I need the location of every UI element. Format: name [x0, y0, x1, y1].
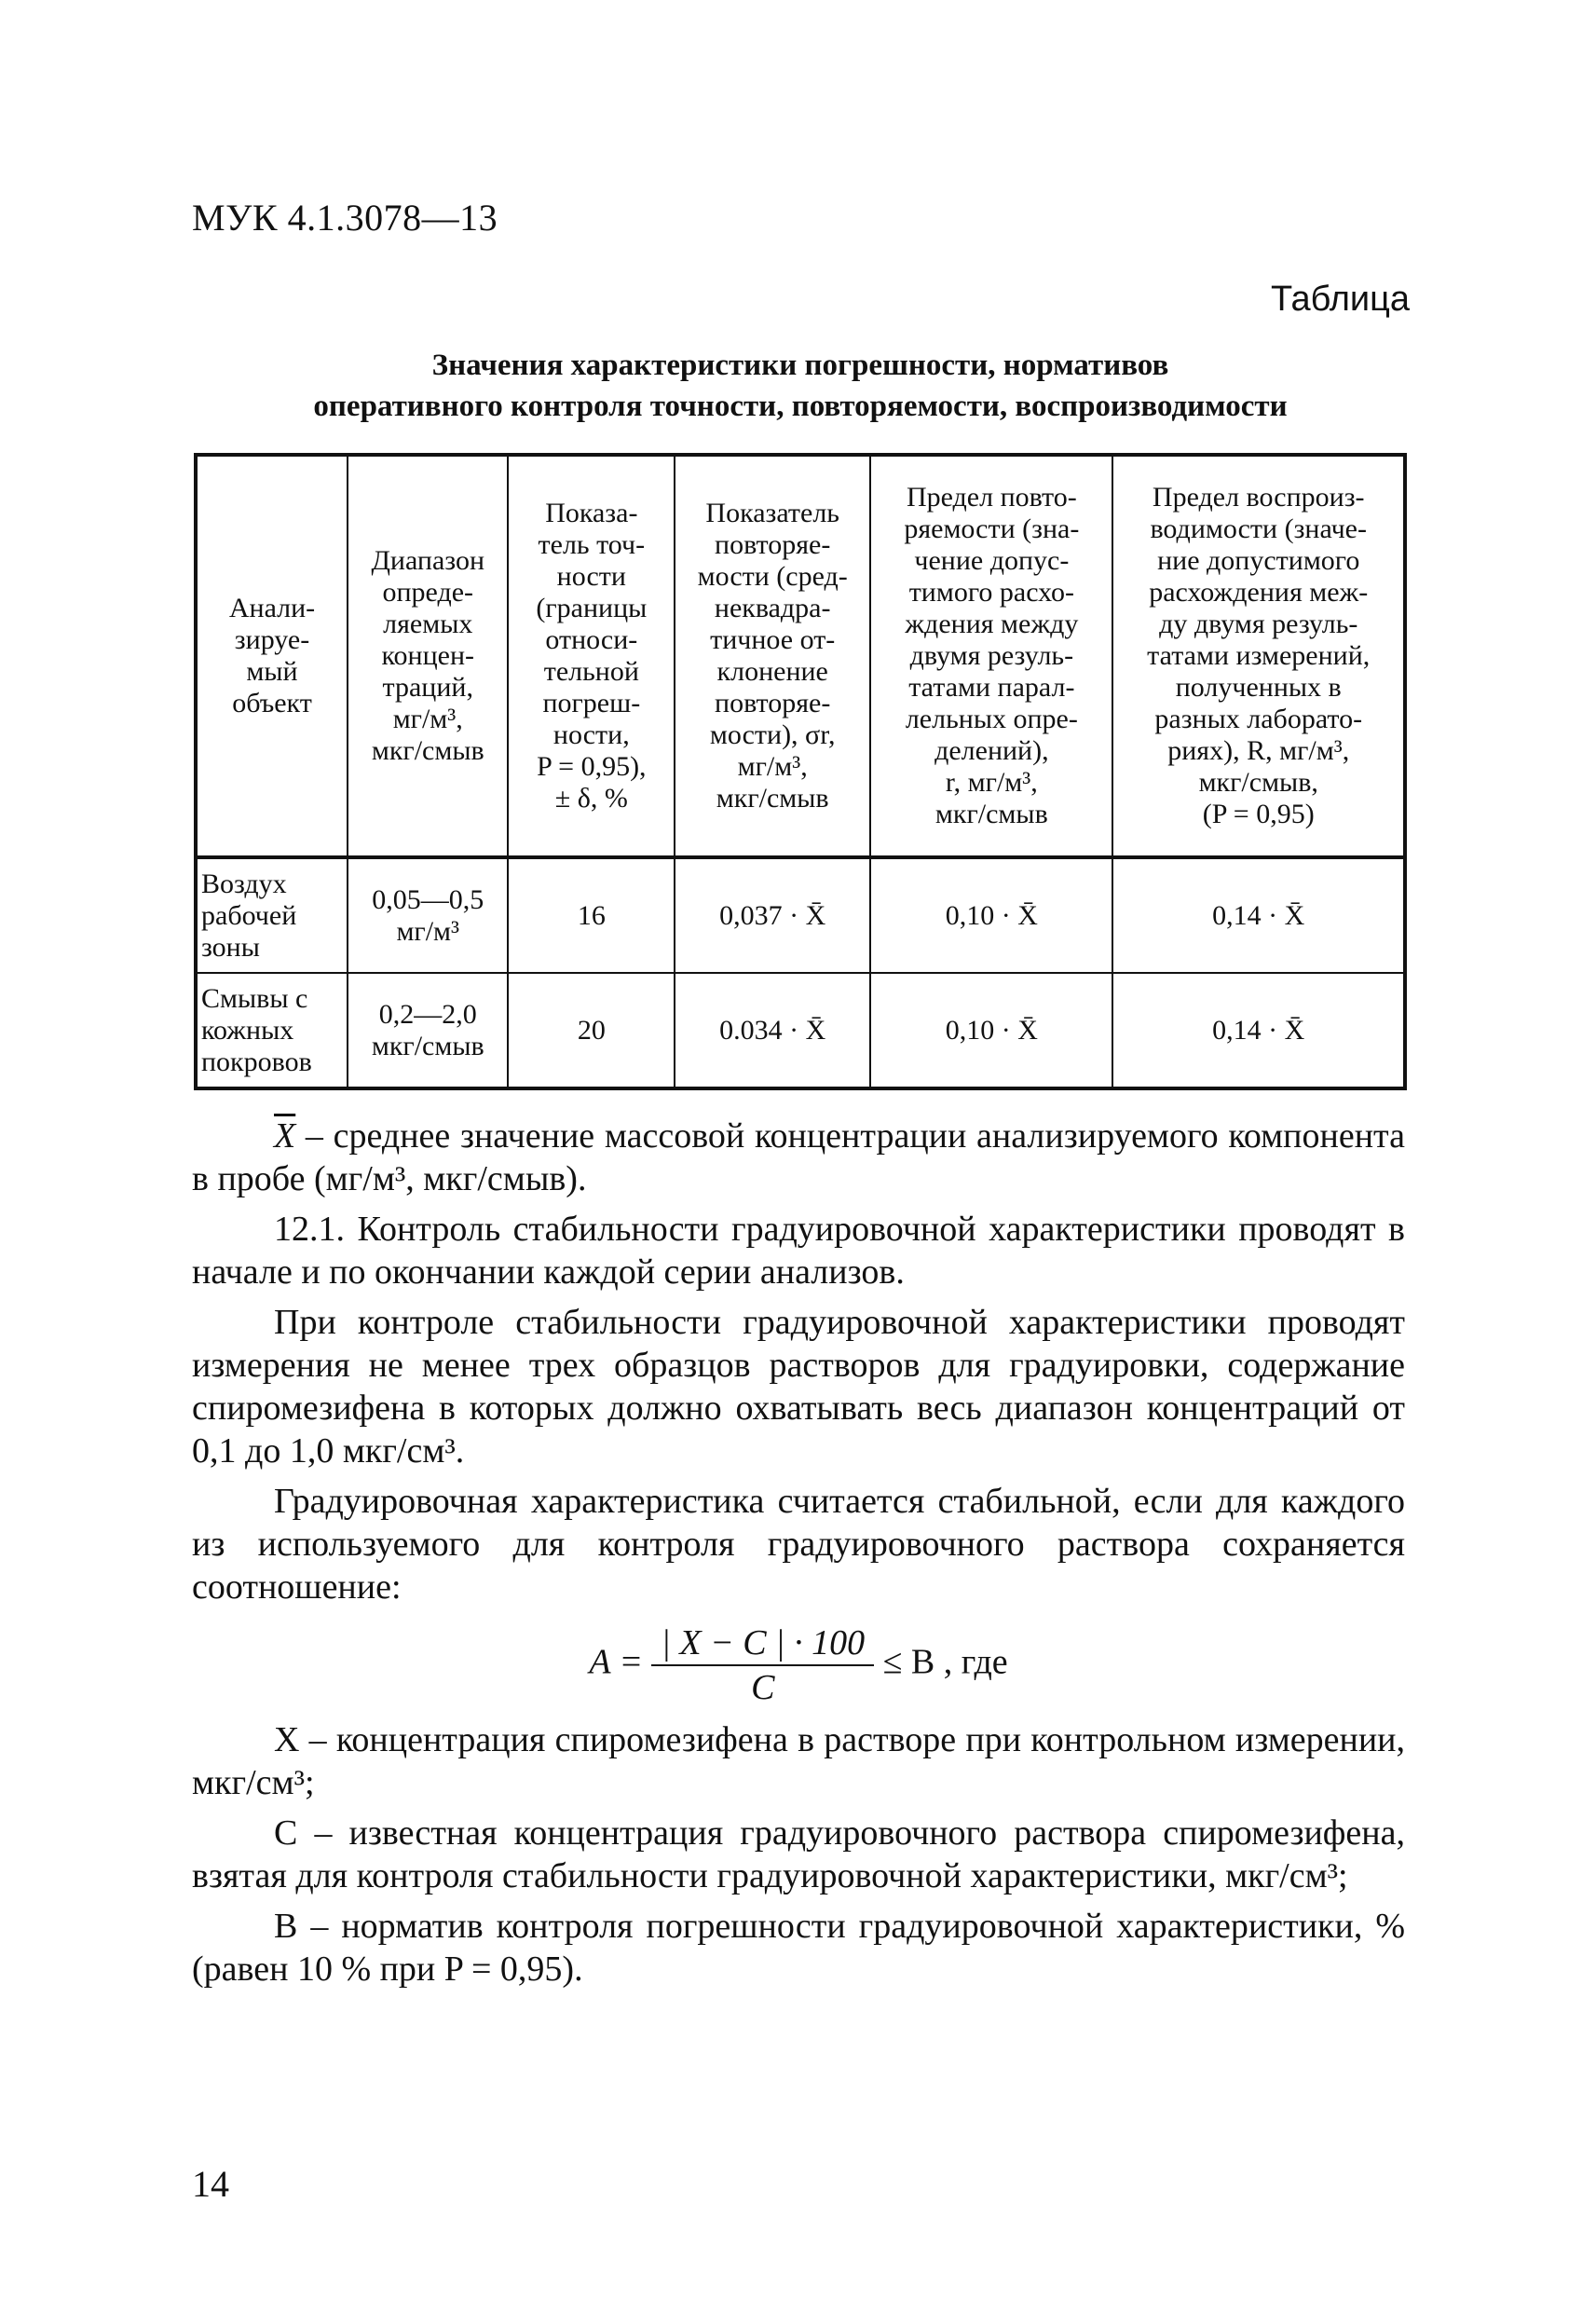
table-row [196, 857, 1405, 973]
header-accuracy-index: Показа- тель точ- ности (границы относи- тельной погреш- ности, P = 0,95), ± δ, % [508, 455, 675, 857]
paragraph: X – концентрация спиромезифена в растворе при контрольном измерении, мкг/см³; [192, 1720, 1405, 1802]
paragraph-xbar-definition [192, 1115, 1405, 1200]
paragraph: 12.1. Контроль стабильности градуировочной характеристики проводят в начале и по окончании каждой серии анализов. [192, 1210, 1405, 1292]
paragraph: B – норматив контроля погрешности градуировочной характеристики, % (равен 10 % при P = 0,95). [192, 1907, 1405, 1989]
formula [192, 1621, 1405, 1709]
formula-lhs: A = [589, 1642, 643, 1682]
cell-object: Воздух рабочей зоны [196, 857, 348, 973]
cell-range: 0,2—2,0 мкг/смыв [348, 973, 508, 1088]
document-code: МУК 4.1.3078—13 [192, 197, 498, 239]
table-title [192, 345, 1409, 427]
header-reproducibility-limit: Предел воспроиз- водимости (значе- ние допустимого расхождения меж- ду двумя резуль- татами измерений, полученных в разных лаборато- риях), R, мг/м³, мкг/смыв, (P = 0,95) [1112, 455, 1405, 857]
cell-range: 0,05—0,5 мг/м³ [348, 857, 508, 973]
header-repeatability-index: Показатель повторяе- мости (сред- неквадра- тичное от- клонение повторяе- мости), σr, мг/м³, мкг/смыв [675, 455, 870, 857]
cell-object: Смывы с кожных покровов [196, 973, 348, 1088]
table-label: Таблица [1271, 280, 1410, 319]
paragraph-text: – среднее значение массовой концентрации анализируемого компонента в пробе (мг/м³, мкг/смыв). [192, 1116, 1405, 1198]
paragraph: При контроле стабильности градуировочной характеристики проводят измерения не менее трех образцов растворов для градуировки, содержание спиромезифена в которых должно охватывать весь диапазон концентраций от 0,1 до 1,0 мкг/см³. [192, 1303, 1405, 1471]
page-number: 14 [192, 2163, 229, 2205]
header-concentration-range: Диапазон опреде- ляемых концен- траций, мг/м³, мкг/смыв [348, 455, 508, 857]
body-text [192, 1115, 1405, 1998]
metrology-table [194, 453, 1407, 1090]
cell-repeatability-limit: 0,10 · X̄ [870, 973, 1112, 1088]
xbar-symbol: $\overline{X}$ [274, 1116, 296, 1156]
header-repeatability-limit: Предел повто- ряемости (зна- чение допус- тимого расхо- ждения между двумя резуль- татами парал- лельных опре- делений), r, мг/м³, мкг/смыв [870, 455, 1112, 857]
cell-accuracy: 16 [508, 857, 675, 973]
cell-repeatability-index: 0.034 · X̄ [675, 973, 870, 1088]
table-title-line: оперативного контроля точности, повторяемости, воспроизводимости [313, 390, 1288, 423]
header-analyzed-object: Анали- зируе- мый объект [196, 455, 348, 857]
formula-rhs: ≤ B , где [882, 1642, 1008, 1682]
paragraph: Градуировочная характеристика считается стабильной, если для каждого из используемого для контроля градуировочного раствора сохраняется соотношение: [192, 1482, 1405, 1607]
formula-numerator: | X − C | · 100 [651, 1621, 874, 1666]
cell-reproducibility-limit: 0,14 · X̄ [1112, 973, 1405, 1088]
table-title-line: Значения характеристики погрешности, нормативов [431, 349, 1169, 382]
cell-accuracy: 20 [508, 973, 675, 1088]
formula-denominator: C [751, 1668, 775, 1707]
paragraph: C – известная концентрация градуировочного раствора спиромезифена, взятая для контроля стабильности градуировочной характеристики, мкг/см³; [192, 1813, 1405, 1895]
table-row [196, 973, 1405, 1088]
cell-repeatability-index: 0,037 · X̄ [675, 857, 870, 973]
table-header-row [196, 455, 1405, 857]
cell-repeatability-limit: 0,10 · X̄ [870, 857, 1112, 973]
cell-reproducibility-limit: 0,14 · X̄ [1112, 857, 1405, 973]
formula-fraction [651, 1621, 874, 1709]
